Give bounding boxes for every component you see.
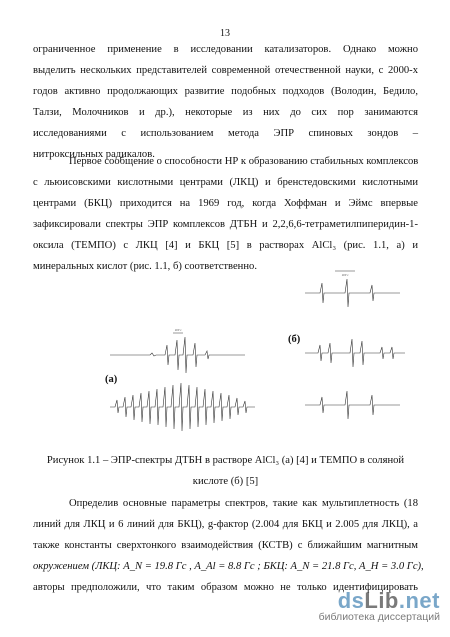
figure-label-b: (б) [288,334,301,345]
scale-bar-b [335,271,355,277]
figure-label-a: (а) [105,374,118,385]
text-line: оксила (ТЕМПО) с ЛКЦ [4] и БКЦ [5] в растворах AlCl₃ (рис. 1.1, а) и [33,240,418,251]
figure-caption [33,450,418,492]
watermark-logo[interactable] [319,588,440,623]
caption-line-2: кислоте (б) [5] [192,476,259,487]
text-line: окружением (ЛКЦ: A_N = 19.8 Гс , A_Al = 8.8 Гс ; БКЦ: A_N = 21.8 Гс, A_H = 3.0 Гс), [33,561,424,572]
scale-label-a: 10 Гс [174,328,182,332]
text-line: Определив основные параметры спектров, такие как мультиплетность (18 [69,498,418,509]
text-line: зафиксировали спектры ЭПР комплексов ДТБН и 2,2,6,6-тетраметилпиперидин-1- [33,219,418,230]
text-line: исследованиями с использованием метода ЭПР спиновых зондов – [33,128,418,139]
text-line: также константы сверхтонкого взаимодействия (КСТВ) с ближайшим магнитным [33,540,418,551]
paragraph-3 [33,493,424,598]
text-line: линий для ЛКЦ и 6 линий для БКЦ), g-фактор (2.004 для БКЦ и 2.005 для ЛКЦ), а [33,519,418,530]
caption-line-1: Рисунок 1.1 – ЭПР-спектры ДТБН в растворе AlCl₃ (а) [4] и ТЕМПО в соляной [46,455,405,466]
text-line: ограниченное применение в исследовании катализаторов. Однако можно [33,44,418,55]
text-line: Первое сообщение о способности НР к образованию стабильных комплексов [69,156,419,167]
page-number: 13 [220,28,230,39]
text-line: авторы предположили, что таким образом можно не только идентифицировать [33,582,418,593]
spectrum-a-lower-trace [110,383,255,431]
text-line: центрами (БКЦ) приходится на 1969 год, когда Хоффман и Эймс впервые [33,198,418,209]
scale-label-b: 10 Гс [341,273,349,277]
spectrum-a-upper-trace [110,337,245,373]
text-line: Талзи, Молочников и др.), некоторые из них до сих пор занимаются [33,107,418,118]
spectrum-a [105,325,285,435]
text-line: с льюисовскими кислотными центрами (ЛКЦ) и бренстедовскими кислотными [33,177,418,188]
paragraph-1 [33,39,418,165]
scale-bar-a [173,328,183,333]
watermark-subtitle: библиотека диссертаций [318,611,440,623]
text-line: выделить нескольких представителей современной отечественной науки, с 2000-х [33,65,418,76]
text-line: минеральных кислот (рис. 1.1, б) соответственно. [33,261,257,272]
spectrum-b-trace-2 [305,339,405,367]
text-line: годов активно продолжающих развитие подобных подходов (Володин, Бедило, [33,86,418,97]
spectrum-b [300,265,420,425]
spectrum-b-trace-1 [305,279,400,307]
spectrum-b-trace-3 [305,391,400,419]
paragraph-2 [33,151,418,277]
text-line: нитроксильных радикалов. [33,149,155,160]
watermark-brand: dsLib.net [337,588,440,613]
